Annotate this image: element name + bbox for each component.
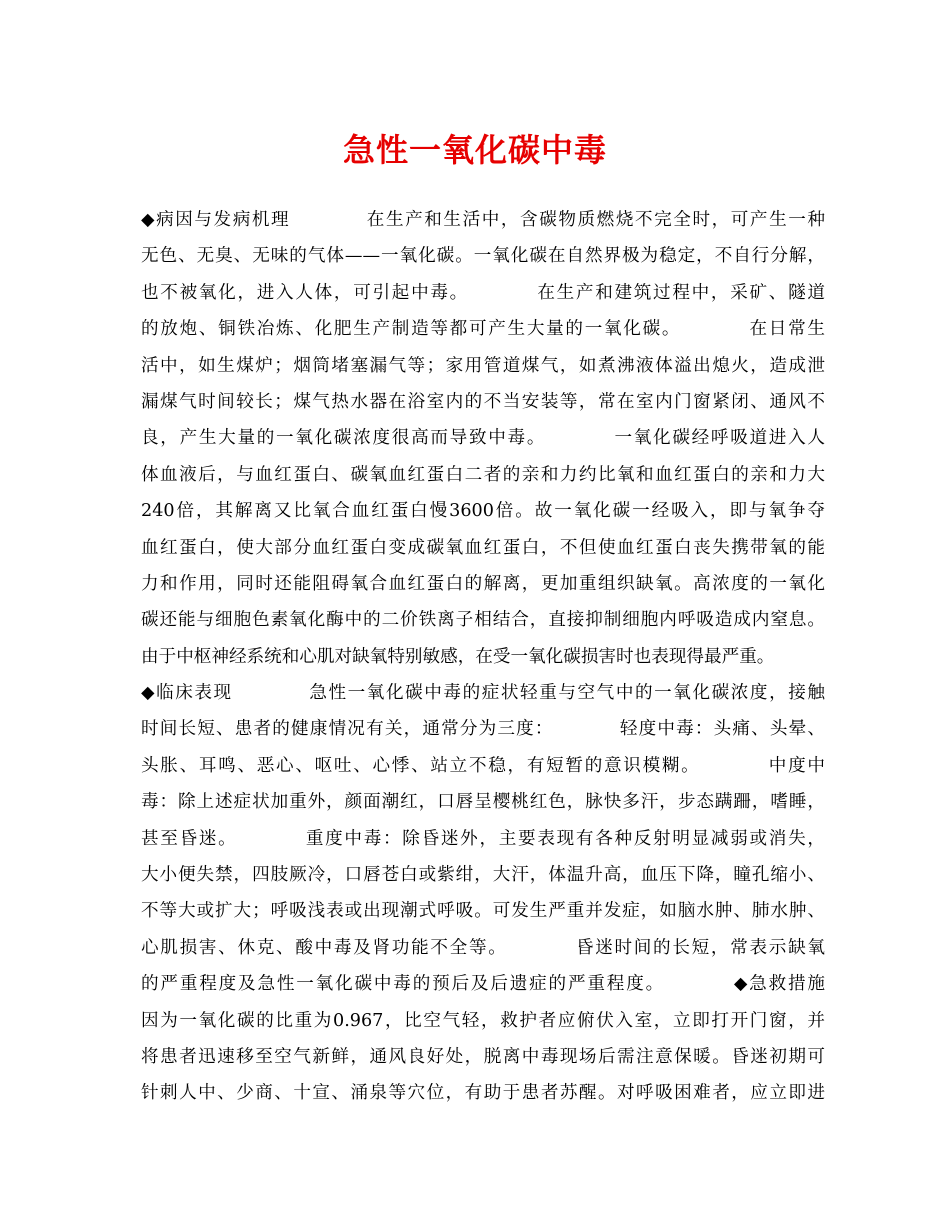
text-line: 无色、无臭、无味的气体——一氧化碳。一氧化碳在自然界极为稳定，不自行分解， [141,246,825,267]
text-line: 240倍，其解离又比氧合血红蛋白慢3600倍。故一氧化碳一经吸入，即与氧争夺 [141,501,825,522]
text-line: 时间长短、患者的健康情况有关，通常分为三度： 轻度中毒：头痛、头晕、 [141,719,825,740]
text-line: 的放炮、铜铁冶炼、化肥生产制造等都可产生大量的一氧化碳。 在日常生 [141,319,825,340]
text-line: 不等大或扩大；呼吸浅表或出现潮式呼吸。可发生严重并发症，如脑水肿、肺水肿、 [141,901,825,922]
text-line: 针刺人中、少商、十宣、涌泉等穴位，有助于患者苏醒。对呼吸困难者，应立即进 [141,1083,825,1104]
text-line: 体血液后，与血红蛋白、碳氧血红蛋白二者的亲和力约比氧和血红蛋白的亲和力大 [141,464,825,485]
text-line: 碳还能与细胞色素氧化酶中的二价铁离子相结合，直接抑制细胞内呼吸造成内窒息。 [141,610,825,631]
text-line: 毒：除上述症状加重外，颜面潮红，口唇呈樱桃红色，脉快多汗，步态蹒跚，嗜睡， [141,792,825,813]
text-line: 漏煤气时间较长；煤气热水器在浴室内的不当安装等，常在室内门窗紧闭、通风不 [141,391,825,412]
text-line: 心肌损害、休克、酸中毒及肾功能不全等。 昏迷时间的长短，常表示缺氧 [141,937,825,958]
text-line: 力和作用，同时还能阻碍氧合血红蛋白的解离，更加重组织缺氧。高浓度的一氧化 [141,573,825,594]
document-body [141,202,825,1112]
text-line: 因为一氧化碳的比重为0.967，比空气轻，救护者应俯伏入室，立即打开门窗，并 [141,1010,825,1031]
text-line: 甚至昏迷。 重度中毒：除昏迷外，主要表现有各种反射明显减弱或消失， [141,828,825,849]
text-line: 由于中枢神经系统和心肌对缺氧特别敏感，在受一氧化碳损害时也表现得最严重。 [141,646,775,667]
text-line: ◆临床表现 急性一氧化碳中毒的症状轻重与空气中的一氧化碳浓度，接触 [141,683,825,704]
text-line: 将患者迅速移至空气新鲜，通风良好处，脱离中毒现场后需注意保暖。昏迷初期可 [141,1046,825,1067]
text-line: 的严重程度及急性一氧化碳中毒的预后及后遗症的严重程度。 ◆急救措施 [141,974,825,995]
text-line: ◆病因与发病机理 在生产和生活中，含碳物质燃烧不完全时，可产生一种 [141,210,825,230]
text-line: 活中，如生煤炉；烟筒堵塞漏气等；家用管道煤气，如煮沸液体溢出熄火，造成泄 [141,355,825,376]
text-line: 头胀、耳鸣、恶心、呕吐、心悸、站立不稳，有短暂的意识模糊。 中度中 [141,755,825,776]
text-line: 大小便失禁，四肢厥冷，口唇苍白或紫绀，大汗，体温升高，血压下降，瞳孔缩小、 [141,865,825,886]
document-title: 急性一氧化碳中毒 [342,131,607,169]
text-line: 良，产生大量的一氧化碳浓度很高而导致中毒。 一氧化碳经呼吸道进入人 [141,428,825,449]
text-line: 血红蛋白，使大部分血红蛋白变成碳氧血红蛋白，不但使血红蛋白丧失携带氧的能 [141,537,825,558]
text-line: 也不被氧化，进入人体，可引起中毒。 在生产和建筑过程中，采矿、隧道 [141,282,825,303]
